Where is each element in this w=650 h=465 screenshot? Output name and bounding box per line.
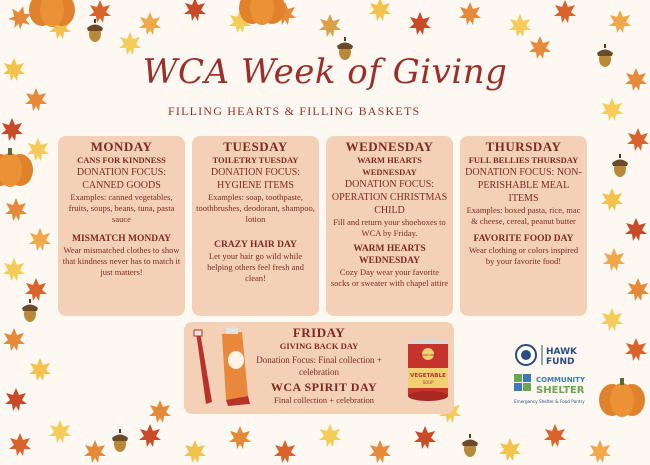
wednesday-card xyxy=(326,136,453,316)
thursday-card xyxy=(460,136,587,316)
day-title: MONDAY xyxy=(90,139,153,154)
donation-examples: Examples: boxed pasta, rice, mac & cheese, cereal, peanut butter xyxy=(466,205,581,226)
hawk-fund-logo xyxy=(512,343,612,367)
donation-examples: Examples: soap, toothpaste, toothbrushes, deodorant, shampoo, lotion xyxy=(196,192,315,224)
day-theme: TOILETRY TUESDAY xyxy=(212,155,299,165)
donation-examples: Fill and return your shoeboxes to WCA by Friday. xyxy=(333,217,446,238)
donation-focus: DONATION FOCUS: NON-PERISHABLE MEAL ITEMS xyxy=(465,167,582,204)
spirit-day-title: WCA SPIRIT DAY xyxy=(270,380,378,394)
spirit-day-title: CRAZY HAIR DAY xyxy=(214,240,297,250)
spirit-day-title: WARM HEARTS WEDNESDAY xyxy=(353,244,426,266)
friday-card xyxy=(184,322,454,414)
hawk-fund-line2: FUND xyxy=(546,357,575,367)
page-title: WCA Week of Giving xyxy=(142,52,508,92)
spirit-day-desc: Final collection + celebration xyxy=(274,395,374,405)
donation-focus: DONATION FOCUS: OPERATION CHRISTMAS CHILD xyxy=(331,179,448,216)
day-title: TUESDAY xyxy=(223,139,288,154)
spirit-day-title: FAVORITE FOOD DAY xyxy=(473,234,574,244)
community-shelter-logo xyxy=(512,372,612,406)
day-theme: CANS FOR KINDNESS xyxy=(77,155,166,165)
page-subtitle: FILLING HEARTS & FILLING BASKETS xyxy=(168,104,421,118)
tuesday-card xyxy=(192,136,319,316)
day-title: THURSDAY xyxy=(485,139,562,154)
donation-examples: Examples: canned vegetables, fruits, soups, beans, tuna, pasta sauce xyxy=(68,192,175,224)
day-theme: GIVING BACK DAY xyxy=(279,341,359,351)
hawk-fund-line1: HAWK xyxy=(546,347,577,357)
spirit-day-title: MISMATCH MONDAY xyxy=(72,234,171,244)
donation-focus: Donation Focus: Final collection + celebration xyxy=(256,355,382,377)
monday-card xyxy=(58,136,185,316)
day-title: FRIDAY xyxy=(292,325,346,340)
donation-focus: DONATION FOCUS: CANNED GOODS xyxy=(76,167,167,191)
donation-focus: DONATION FOCUS: HYGIENE ITEMS xyxy=(210,167,301,191)
spirit-day-desc: Cozy Day wear your favorite socks or sweater with chapel attire xyxy=(330,267,449,288)
shelter-tagline: Emergency Shelter & Food Pantry xyxy=(514,399,585,404)
day-theme: FULL BELLIES THURSDAY xyxy=(468,155,579,165)
shelter-line1: COMMUNITY xyxy=(536,376,586,384)
can-label-sub: SOUP xyxy=(422,380,434,385)
spirit-day-desc: Let your hair go wild while helping others feel fresh and clean! xyxy=(207,251,304,283)
can-label-top: FOOD ONE xyxy=(419,353,437,357)
soup-can-icon xyxy=(406,338,450,404)
day-theme: WARM HEARTS WEDNESDAY xyxy=(357,155,422,177)
spirit-day-desc: Wear clothing or colors inspired by your favorite food! xyxy=(468,245,579,266)
can-label: VEGETABLE xyxy=(410,373,446,379)
day-title: WEDNESDAY xyxy=(345,139,434,154)
shelter-line2: SHELTER xyxy=(536,385,585,396)
spirit-day-desc: Wear mismatched clothes to show that kindness never has to match it just matters! xyxy=(62,245,181,277)
